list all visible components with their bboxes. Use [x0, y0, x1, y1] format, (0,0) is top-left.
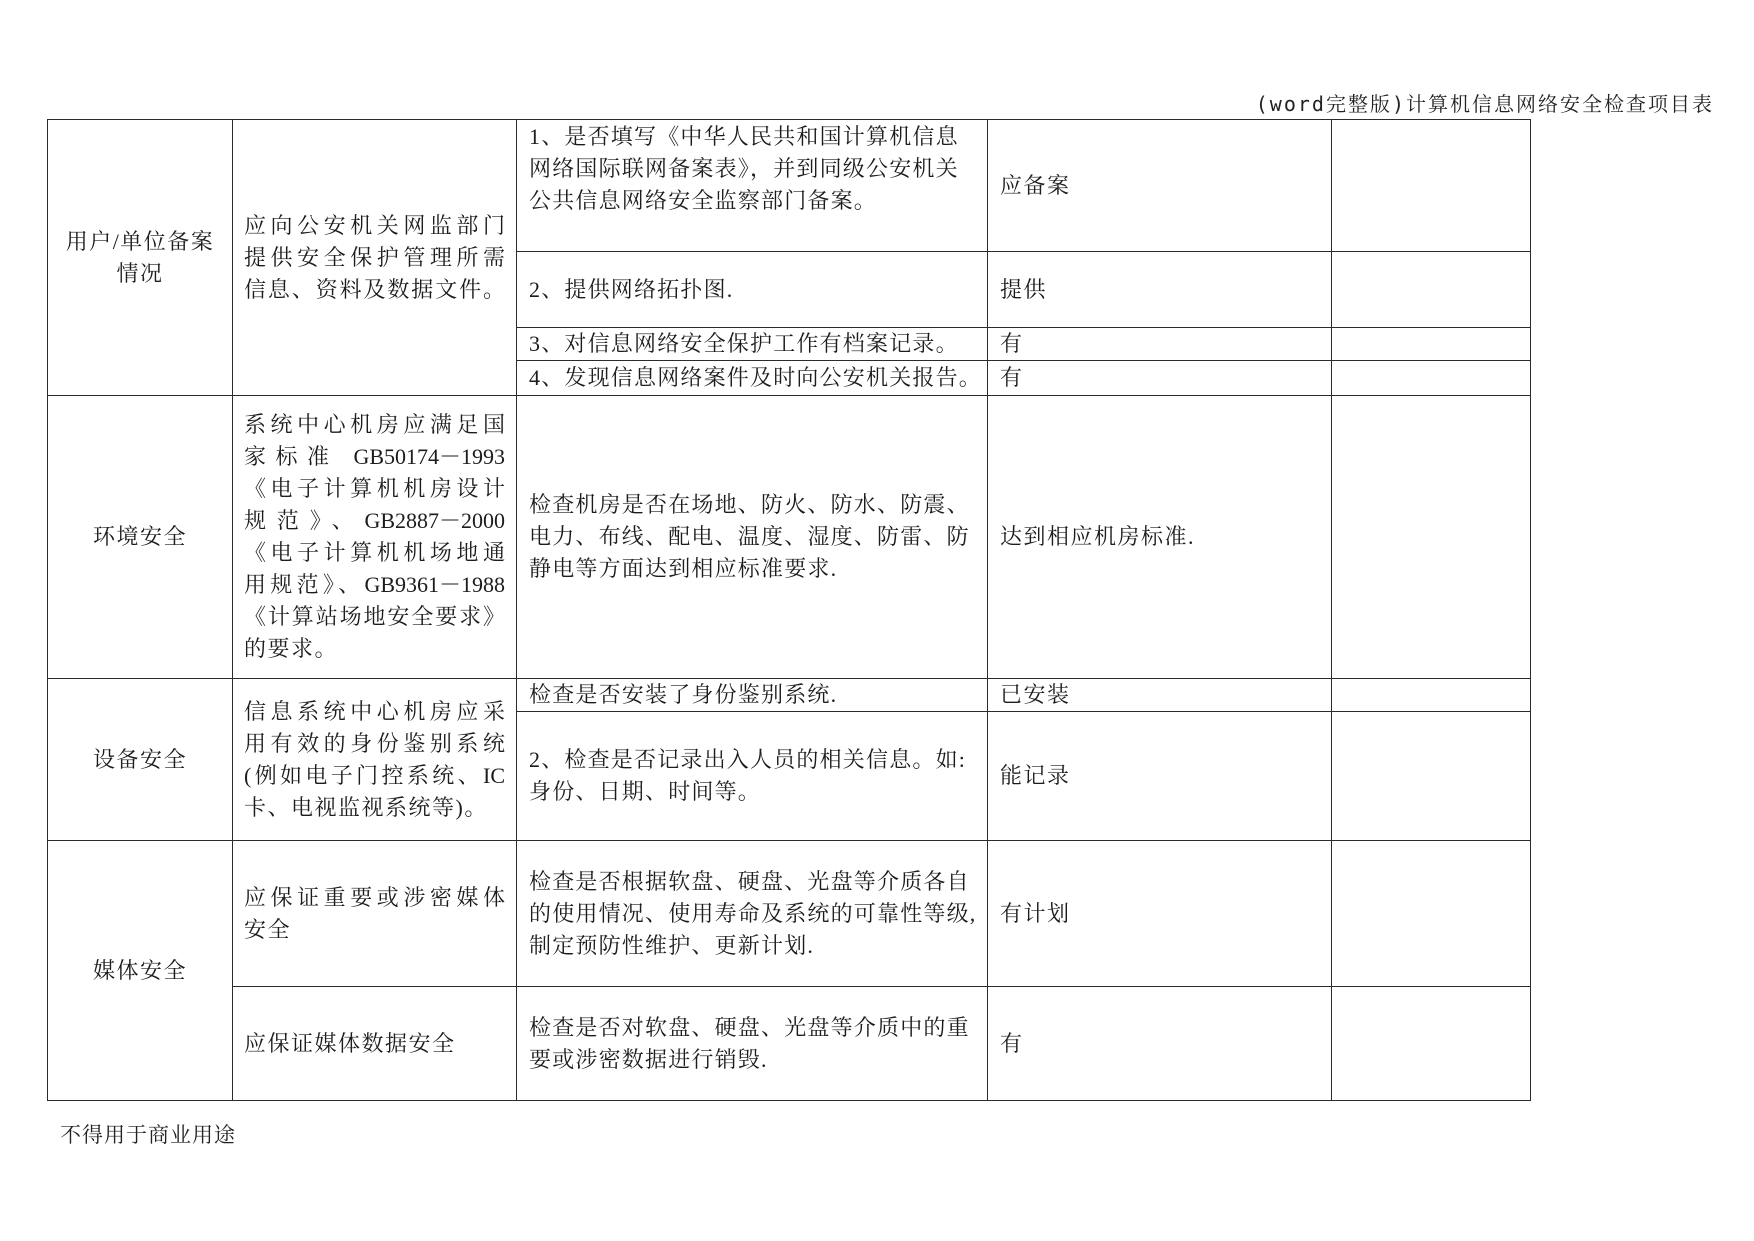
- standard-value: 达到相应机房标准.: [1000, 524, 1196, 549]
- standard-cell: [987, 678, 1332, 712]
- requirement-line: 用规范》、GB9361－1988: [244, 572, 505, 597]
- standard-cell: [987, 119, 1332, 252]
- check-item-line: 2、检查是否记录出入人员的相关信息。如:: [529, 747, 967, 772]
- requirement-line: 《电子计算机机场地通: [244, 540, 505, 565]
- requirement-line: 家标准 GB50174－1993: [244, 444, 505, 469]
- check-item-cell: [516, 251, 988, 328]
- check-item-line: 3、对信息网络安全保护工作有档案记录。: [529, 331, 959, 356]
- requirement-line: 应向公安机关网监部门: [244, 212, 505, 238]
- standard-value: 有: [1000, 365, 1024, 390]
- check-item-line: 检查机房是否在场地、防火、防水、防震、: [529, 492, 970, 517]
- check-item-line: 4、发现信息网络案件及时向公安机关报告。: [529, 365, 983, 390]
- requirement-cell: [232, 119, 517, 396]
- check-item-line: 网络国际联网备案表》，并到同级公安机关: [529, 156, 959, 181]
- standard-cell: [987, 986, 1332, 1101]
- requirement-line: 系统中心机房应满足国: [244, 412, 505, 437]
- result-cell: [1331, 395, 1531, 679]
- check-item-line: 2、提供网络拓扑图.: [529, 276, 734, 302]
- check-item-line: 身份、日期、时间等。: [529, 779, 762, 804]
- requirement-line: 应保证媒体数据安全: [244, 1030, 456, 1056]
- result-cell: [1331, 986, 1531, 1101]
- check-item-line: 要或涉密数据进行销毁.: [529, 1046, 768, 1072]
- result-cell: [1331, 840, 1531, 987]
- requirement-line: 用有效的身份鉴别系统: [244, 730, 505, 756]
- standard-value: 已安装: [1000, 682, 1071, 707]
- requirement-line: 信息系统中心机房应采: [244, 698, 505, 724]
- check-item-cell: [516, 119, 988, 252]
- requirement-line: 的要求。: [244, 636, 339, 661]
- requirement-line: 提供安全保护管理所需: [244, 244, 505, 270]
- requirement-line: 规范》、GB2887－2000: [244, 508, 505, 533]
- requirement-line: 卡、电视监视系统等)。: [244, 794, 488, 820]
- category-label: 情况: [116, 260, 164, 286]
- standard-value: 有计划: [1000, 900, 1071, 926]
- standard-cell: [987, 711, 1332, 841]
- check-item-line: 制定预防性维护、更新计划.: [529, 932, 815, 958]
- result-cell: [1331, 119, 1531, 252]
- requirement-line: 《电子计算机机房设计: [244, 476, 505, 501]
- check-item-cell: [516, 678, 988, 712]
- category-label: 媒体安全: [92, 957, 187, 983]
- requirement-cell: [232, 395, 517, 679]
- check-item-line: 1、是否填写《中华人民共和国计算机信息: [529, 124, 959, 149]
- requirement-cell: [232, 840, 517, 987]
- requirement-cell: [232, 986, 517, 1101]
- standard-cell: [987, 251, 1332, 328]
- check-item-cell: [516, 327, 988, 361]
- standard-value: 有: [1000, 1030, 1024, 1056]
- check-item-cell: [516, 711, 988, 841]
- category-label: 环境安全: [92, 524, 187, 549]
- requirement-line: 应保证重要或涉密媒体: [244, 884, 505, 910]
- check-item-line: 电力、布线、配电、温度、湿度、防雷、防: [529, 524, 970, 549]
- check-item-cell: [516, 840, 988, 987]
- check-item-line: 检查是否安装了身份鉴别系统.: [529, 682, 838, 707]
- check-item-cell: [516, 986, 988, 1101]
- check-item-cell: [516, 360, 988, 396]
- requirement-line: 安全: [244, 916, 292, 942]
- category-cell: [47, 840, 233, 1101]
- standard-value: 应备案: [1000, 172, 1071, 198]
- document-footer-note: 不得用于商业用途: [60, 1123, 236, 1147]
- category-cell: [47, 119, 233, 396]
- requirement-line: (例如电子门控系统、IC: [244, 762, 505, 788]
- requirement-cell: [232, 678, 517, 841]
- standard-value: 提供: [1000, 276, 1048, 302]
- requirement-line: 《计算站场地安全要求》: [244, 604, 505, 629]
- result-cell: [1331, 678, 1531, 712]
- result-cell: [1331, 327, 1531, 361]
- document-header-title: (word完整版)计算机信息网络安全检查项目表: [1255, 92, 1714, 116]
- result-cell: [1331, 360, 1531, 396]
- result-cell: [1331, 711, 1531, 841]
- check-item-line: 公共信息网络安全监察部门备案。: [529, 188, 878, 213]
- category-label: 设备安全: [92, 746, 187, 772]
- result-cell: [1331, 251, 1531, 328]
- standard-value: 有: [1000, 331, 1024, 356]
- requirement-line: 信息、资料及数据文件。: [244, 276, 505, 302]
- standard-cell: [987, 395, 1332, 679]
- category-cell: [47, 395, 233, 679]
- check-item-line: 检查是否根据软盘、硬盘、光盘等介质各自: [529, 868, 970, 894]
- check-item-line: 的使用情况、使用寿命及系统的可靠性等级,: [529, 900, 977, 926]
- category-label: 用户/单位备案: [65, 228, 215, 254]
- check-item-line: 静电等方面达到相应标准要求.: [529, 556, 838, 581]
- category-cell: [47, 678, 233, 841]
- standard-value: 能记录: [1000, 763, 1071, 788]
- standard-cell: [987, 840, 1332, 987]
- standard-cell: [987, 360, 1332, 396]
- standard-cell: [987, 327, 1332, 361]
- check-item-line: 检查是否对软盘、硬盘、光盘等介质中的重: [529, 1014, 970, 1040]
- check-item-cell: [516, 395, 988, 679]
